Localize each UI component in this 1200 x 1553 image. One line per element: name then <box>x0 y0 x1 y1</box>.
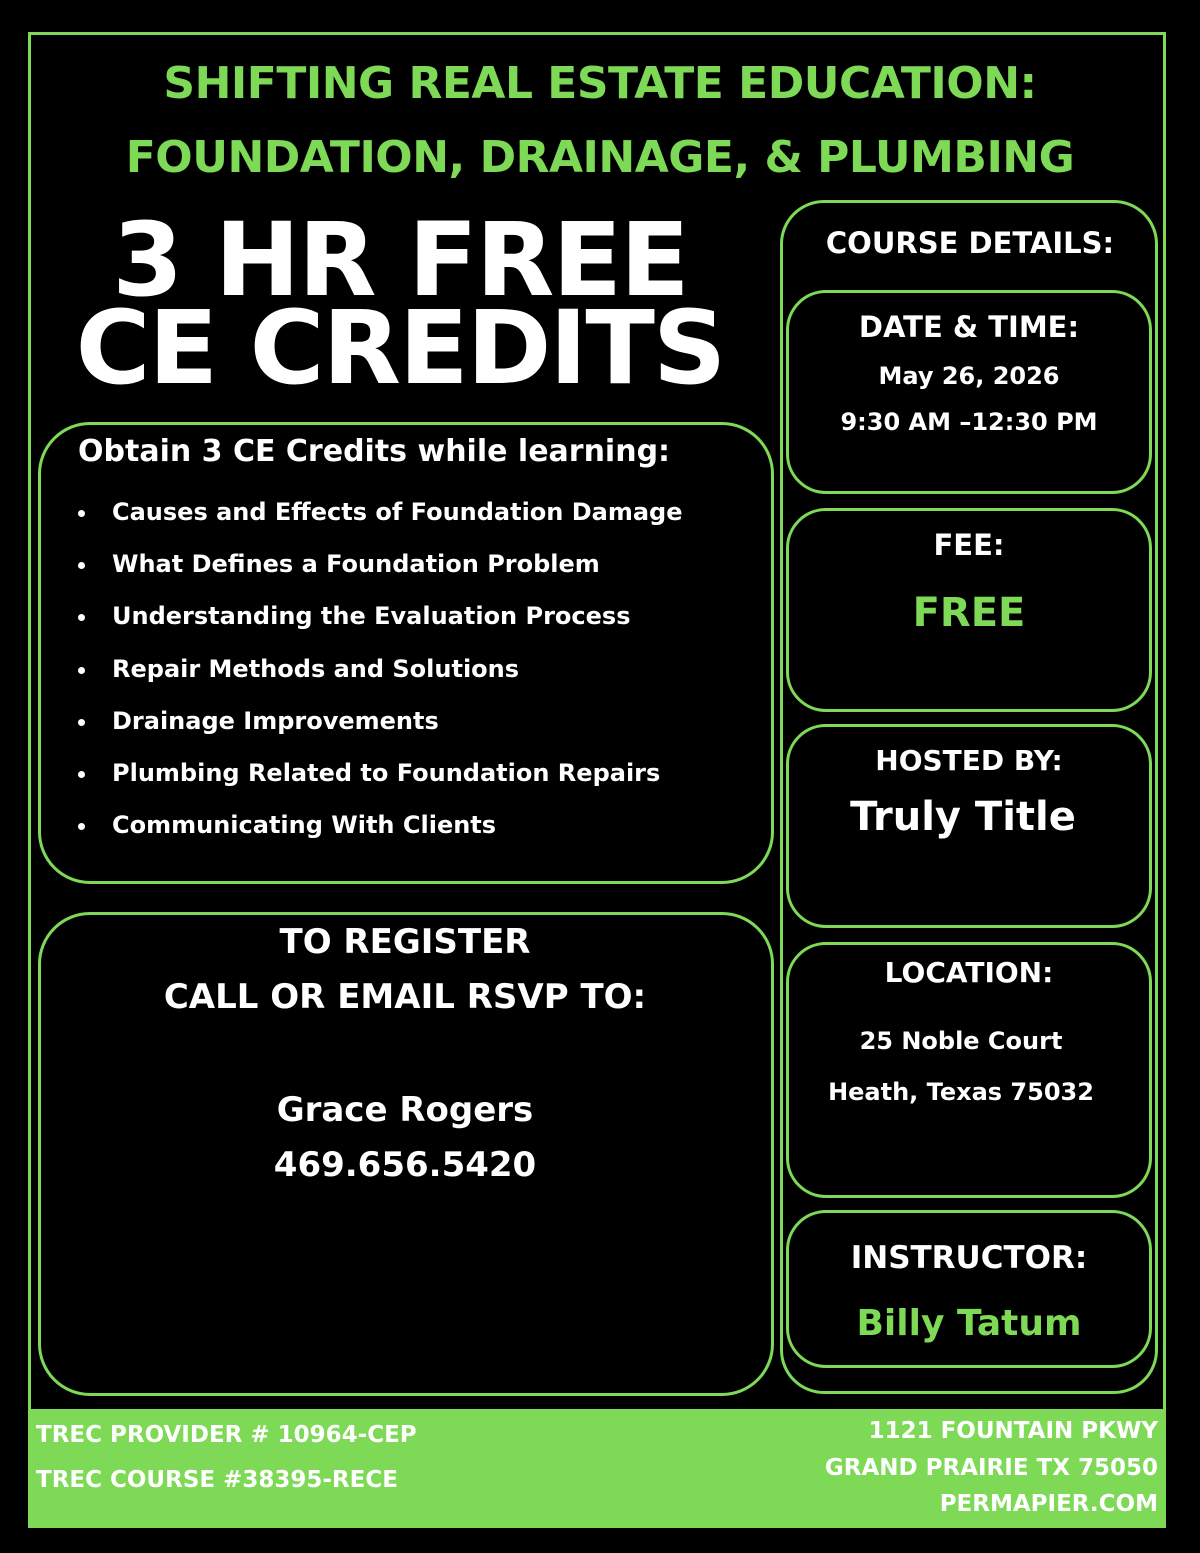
trec-provider: TREC PROVIDER # 10964-CEP <box>36 1422 417 1448</box>
host-name: Truly Title <box>850 794 1076 840</box>
course-time: 9:30 AM –12:30 PM <box>840 408 1098 436</box>
fee-value: FREE <box>912 590 1026 636</box>
trec-course: TREC COURSE #38395-RECE <box>36 1467 398 1493</box>
website-link[interactable]: PERMAPIER.COM <box>939 1491 1158 1517</box>
city-address: GRAND PRAIRIE TX 75050 <box>824 1455 1158 1481</box>
instructor-box <box>786 1210 1152 1368</box>
hero-line-2: CE CREDITS <box>75 289 725 408</box>
location-label: LOCATION: <box>884 956 1054 989</box>
fee-label: FEE: <box>933 528 1005 562</box>
address-line-1: 25 Noble Court <box>859 1027 1063 1055</box>
course-date: May 26, 2026 <box>878 362 1060 390</box>
hero-line-1: 3 HR FREE <box>112 201 688 320</box>
contact-phone[interactable]: 469.656.5420 <box>273 1145 537 1185</box>
list-item: Plumbing Related to Foundation Repairs <box>74 753 683 805</box>
date-time-label: DATE & TIME: <box>858 310 1080 344</box>
list-item: Repair Methods and Solutions <box>74 649 683 701</box>
instructor-name: Billy Tatum <box>856 1303 1082 1344</box>
contact-name: Grace Rogers <box>276 1090 534 1130</box>
list-item: Communicating With Clients <box>74 805 683 857</box>
footer-bar <box>28 1412 1166 1528</box>
list-item: Understanding the Evaluation Process <box>74 596 683 648</box>
headline-line-2: FOUNDATION, DRAINAGE, & PLUMBING <box>125 132 1075 183</box>
course-details-heading: COURSE DETAILS: <box>825 226 1115 260</box>
list-item: What Defines a Foundation Problem <box>74 544 683 596</box>
headline-line-1: SHIFTING REAL ESTATE EDUCATION: <box>163 58 1037 109</box>
register-line-2: CALL OR EMAIL RSVP TO: <box>163 977 647 1017</box>
instructor-label: INSTRUCTOR: <box>850 1240 1088 1276</box>
list-item: Drainage Improvements <box>74 701 683 753</box>
list-item: Causes and Effects of Foundation Damage <box>74 492 683 544</box>
learning-title: Obtain 3 CE Credits while learning: <box>78 434 671 469</box>
learning-list <box>74 492 683 857</box>
register-line-1: TO REGISTER <box>279 922 531 962</box>
host-label: HOSTED BY: <box>875 744 1063 777</box>
address-line-2: Heath, Texas 75032 <box>828 1078 1094 1106</box>
street-address: 1121 FOUNTAIN PKWY <box>868 1418 1158 1444</box>
